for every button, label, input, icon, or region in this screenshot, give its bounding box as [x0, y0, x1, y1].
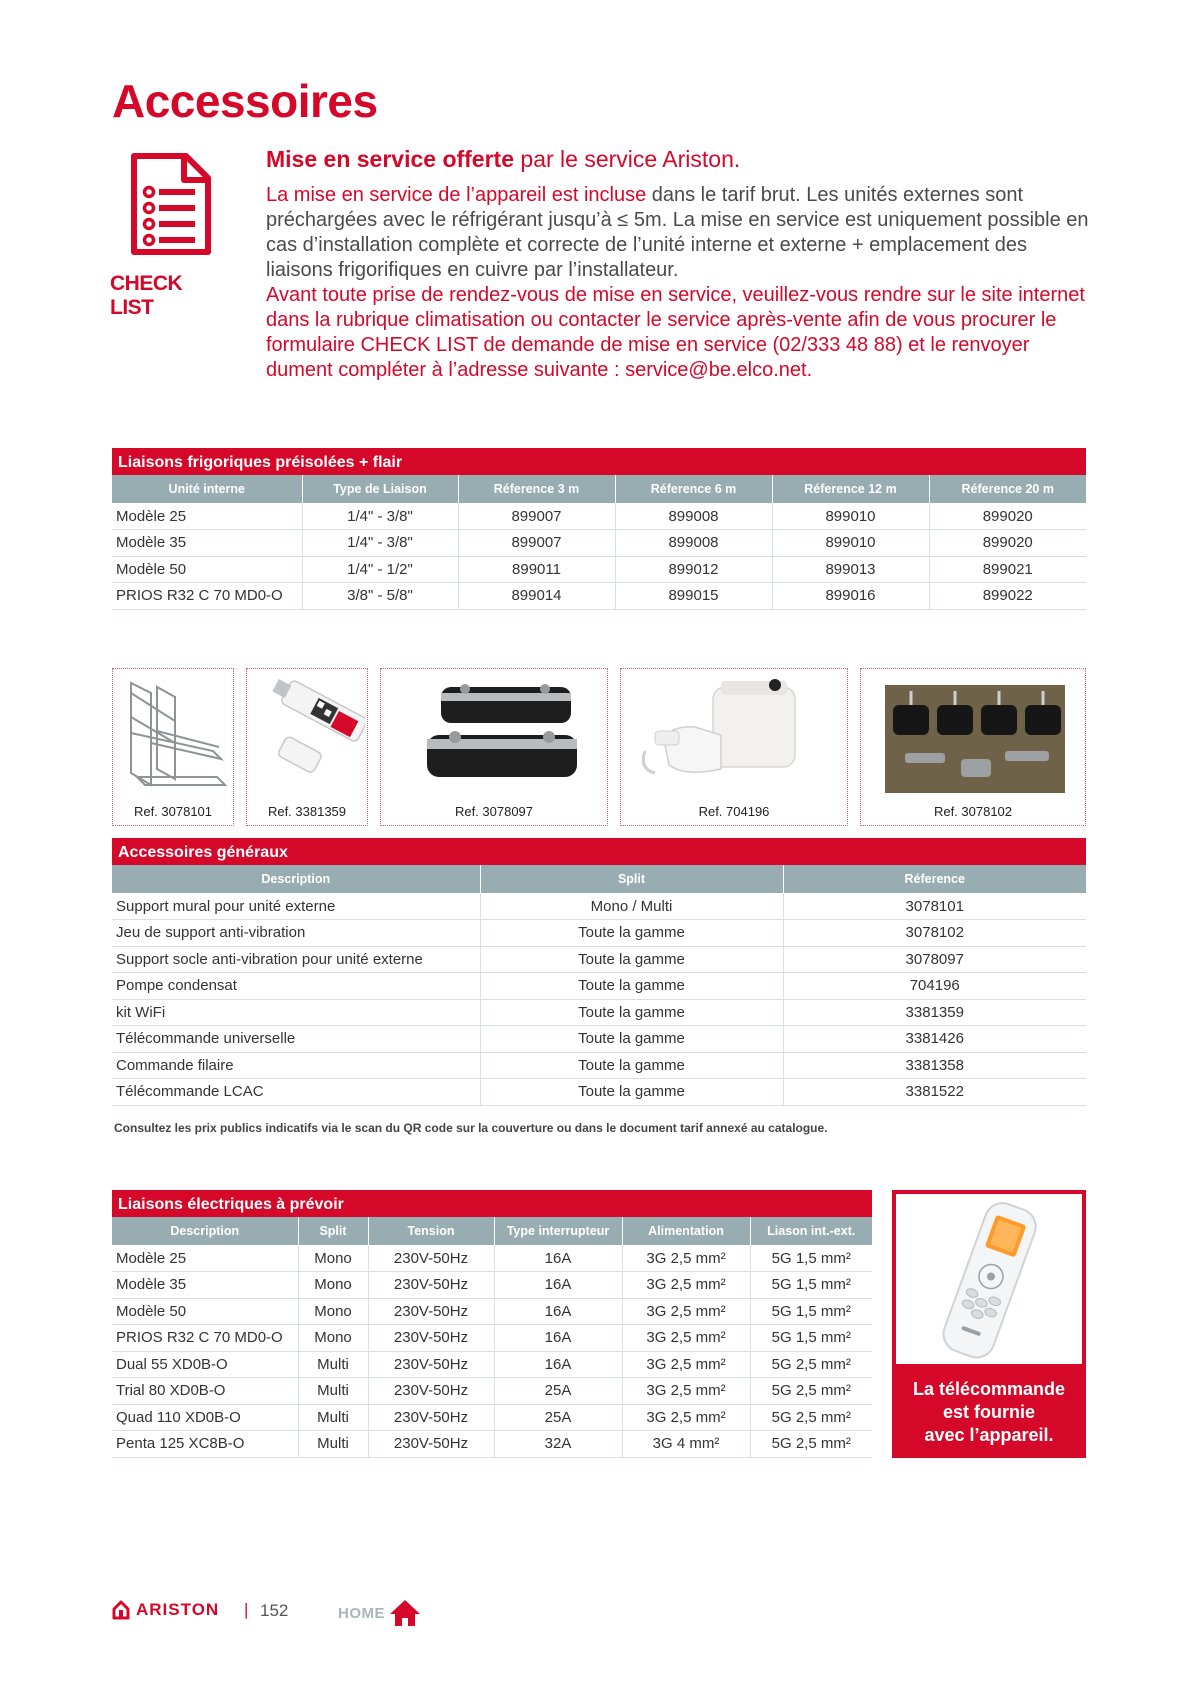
table-cell: 3G 2,5 mm² — [622, 1325, 750, 1352]
table-cell: 16A — [494, 1272, 622, 1299]
gallery-ref: Ref. 704196 — [698, 804, 770, 819]
table-row — [112, 1079, 1086, 1106]
table-row — [112, 1026, 1086, 1053]
remote-photo — [896, 1194, 1082, 1364]
table-cell: Télécommande universelle — [112, 1026, 480, 1053]
column-header: Réference — [783, 865, 1086, 893]
table-cell: Quad 110 XD0B-O — [112, 1404, 298, 1431]
document-list-icon — [128, 152, 212, 258]
intro-heading-bold: Mise en service offerte — [266, 146, 515, 172]
table-cell: 5G 2,5 mm² — [750, 1378, 872, 1405]
checklist-label: CHECK LIST — [110, 272, 183, 319]
table-cell: 899013 — [772, 556, 929, 583]
table-cell: 5G 2,5 mm² — [750, 1404, 872, 1431]
remote-caption-line: avec l’appareil. — [924, 1425, 1054, 1445]
table-cell: kit WiFi — [112, 999, 480, 1026]
accessoires-section — [112, 838, 1086, 1106]
gallery-item — [380, 668, 608, 826]
table-row — [112, 1351, 872, 1378]
table-cell: 3078097 — [783, 946, 1086, 973]
table-row — [112, 556, 1086, 583]
table-cell: 32A — [494, 1431, 622, 1458]
table-cell: 704196 — [783, 973, 1086, 1000]
intro-heading-rest: par le service Ariston. — [514, 146, 741, 172]
table-cell: 899012 — [615, 556, 772, 583]
gallery-ref: Ref. 3078102 — [933, 804, 1013, 819]
gallery-item — [860, 668, 1086, 826]
table-cell: Mono — [298, 1325, 368, 1352]
table-cell: PRIOS R32 C 70 MD0-O — [112, 1325, 298, 1352]
gallery-ref: Ref. 3078097 — [454, 804, 534, 819]
table-cell: 899022 — [929, 583, 1086, 610]
table-cell: Trial 80 XD0B-O — [112, 1378, 298, 1405]
table-cell: 899008 — [615, 503, 772, 530]
table-cell: 899016 — [772, 583, 929, 610]
table-cell: 5G 2,5 mm² — [750, 1351, 872, 1378]
table-cell: 899008 — [615, 530, 772, 557]
table-cell: 16A — [494, 1325, 622, 1352]
table-cell: Jeu de support anti-vibration — [112, 920, 480, 947]
table-cell: Toute la gamme — [480, 973, 783, 1000]
anti-vibration-base-icon — [385, 673, 605, 793]
intro-body — [266, 183, 1096, 283]
home-icon[interactable] — [389, 1598, 421, 1628]
remote-panel — [892, 1190, 1086, 1458]
table-row — [112, 920, 1086, 947]
table-cell: 899010 — [772, 503, 929, 530]
table-cell: Multi — [298, 1404, 368, 1431]
table-cell: Télécommande LCAC — [112, 1079, 480, 1106]
table-cell: 230V-50Hz — [368, 1431, 494, 1458]
table-row — [112, 1052, 1086, 1079]
table-cell: 25A — [494, 1378, 622, 1405]
page-number: 152 — [260, 1601, 289, 1620]
anti-vibration-feet-icon — [865, 673, 1083, 793]
table-cell: 5G 1,5 mm² — [750, 1325, 872, 1352]
table-cell: 3/8" - 5/8" — [302, 583, 458, 610]
table-cell: Modèle 50 — [112, 1298, 298, 1325]
gallery-ref: Ref. 3078101 — [133, 804, 213, 819]
table-row — [112, 1245, 872, 1272]
table-cell: 1/4" - 1/2" — [302, 556, 458, 583]
table-cell: Toute la gamme — [480, 1052, 783, 1079]
liaisons-elec-title: Liaisons électriques à prévoir — [112, 1190, 872, 1217]
table-cell: Toute la gamme — [480, 946, 783, 973]
table-cell: 899010 — [772, 530, 929, 557]
column-header: Type interrupteur — [494, 1217, 622, 1245]
table-cell: 3G 2,5 mm² — [622, 1245, 750, 1272]
intro-notice: Avant toute prise de rendez-vous de mise en service, veuillez-vous rendre sur le site internet dans la rubrique climatisation ou contacter le service après-vente afin de vous procurer le formulaire CHECK LIST de demande de mise en service (02/333 48 88) et le renvoyer dument compléter à l’adresse suivante : service@be.elco.net. — [266, 284, 1085, 381]
ariston-wordmark: ARISTON — [136, 1600, 220, 1619]
table-cell: Modèle 50 — [112, 556, 302, 583]
table-cell: 3381359 — [783, 999, 1086, 1026]
home-link[interactable] — [338, 1598, 421, 1628]
table-cell: 3G 2,5 mm² — [622, 1404, 750, 1431]
table-cell: 899007 — [458, 503, 615, 530]
table-cell: Modèle 25 — [112, 1245, 298, 1272]
table-row — [112, 1404, 872, 1431]
table-cell: 899011 — [458, 556, 615, 583]
table-row — [112, 973, 1086, 1000]
table-cell: 16A — [494, 1298, 622, 1325]
accessory-gallery — [112, 668, 1086, 826]
table-cell: Commande filaire — [112, 1052, 480, 1079]
table-row — [112, 1378, 872, 1405]
table-cell: 230V-50Hz — [368, 1298, 494, 1325]
gallery-item — [620, 668, 848, 826]
table-cell: 899021 — [929, 556, 1086, 583]
table-cell: Support mural pour unité externe — [112, 893, 480, 920]
table-cell: Pompe condensat — [112, 973, 480, 1000]
remote-caption-line: est fournie — [942, 1402, 1035, 1422]
table-cell: 3078101 — [783, 893, 1086, 920]
intro-body-rest: dans le tarif brut. Les unités externes sont préchargées avec le réfrigérant jusqu’à ≤ 5m. La mise en service est uniquement possible en cas d’installation complète et correcte de l’unité interne et externe + emplacement des liaisons frigorifiques en cuivre par l’installateur. — [266, 184, 1089, 281]
remote-caption — [892, 1378, 1086, 1447]
column-header: Split — [298, 1217, 368, 1245]
table-cell: Toute la gamme — [480, 999, 783, 1026]
table-row — [112, 1272, 872, 1299]
table-cell: Modèle 35 — [112, 1272, 298, 1299]
table-cell: 1/4" - 3/8" — [302, 503, 458, 530]
table-row — [112, 1325, 872, 1352]
table-cell: 899007 — [458, 530, 615, 557]
column-header: Réference 3 m — [458, 475, 615, 503]
table-cell: 899015 — [615, 583, 772, 610]
footer — [112, 1598, 512, 1628]
ariston-logo[interactable] — [112, 1600, 219, 1620]
ariston-house-icon — [112, 1600, 130, 1620]
table-row — [112, 999, 1086, 1026]
wall-bracket-icon — [117, 673, 231, 793]
table-cell: Support socle anti-vibration pour unité externe — [112, 946, 480, 973]
column-header: Description — [112, 1217, 298, 1245]
column-header: Alimentation — [622, 1217, 750, 1245]
table-cell: Multi — [298, 1351, 368, 1378]
column-header: Liason int.-ext. — [750, 1217, 872, 1245]
table-cell: 230V-50Hz — [368, 1378, 494, 1405]
gallery-item — [112, 668, 234, 826]
table-cell: 899014 — [458, 583, 615, 610]
table-row — [112, 893, 1086, 920]
wifi-kit-icon — [251, 673, 365, 793]
table-cell: 5G 2,5 mm² — [750, 1431, 872, 1458]
column-header: Unité interne — [112, 475, 302, 503]
condensate-pump-icon — [625, 673, 845, 793]
intro-block — [266, 146, 1096, 383]
gallery-item — [246, 668, 368, 826]
table-cell: 3G 2,5 mm² — [622, 1298, 750, 1325]
table-cell: 3381522 — [783, 1079, 1086, 1106]
column-header: Réference 6 m — [615, 475, 772, 503]
table-cell: 230V-50Hz — [368, 1245, 494, 1272]
table-cell: 5G 1,5 mm² — [750, 1245, 872, 1272]
table-cell: Mono / Multi — [480, 893, 783, 920]
accessoires-title: Accessoires généraux — [112, 838, 1086, 865]
table-cell: Penta 125 XC8B-O — [112, 1431, 298, 1458]
table-cell: 3G 2,5 mm² — [622, 1378, 750, 1405]
table-cell: 3G 2,5 mm² — [622, 1351, 750, 1378]
table-cell: 1/4" - 3/8" — [302, 530, 458, 557]
page-title: Accessoires — [112, 75, 378, 127]
table-cell: Multi — [298, 1431, 368, 1458]
column-header: Réference 12 m — [772, 475, 929, 503]
table-row — [112, 530, 1086, 557]
home-label: HOME — [338, 1604, 385, 1622]
table-cell: 3381426 — [783, 1026, 1086, 1053]
column-header: Réference 20 m — [929, 475, 1086, 503]
table-cell: 16A — [494, 1351, 622, 1378]
table-cell: Modèle 35 — [112, 530, 302, 557]
table-cell: Toute la gamme — [480, 1079, 783, 1106]
table-cell: Dual 55 XD0B-O — [112, 1351, 298, 1378]
column-header: Type de Liaison — [302, 475, 458, 503]
table-cell: 899020 — [929, 530, 1086, 557]
remote-control-icon — [896, 1194, 1082, 1364]
table-row — [112, 1431, 872, 1458]
table-cell: 899020 — [929, 503, 1086, 530]
table-cell: 16A — [494, 1245, 622, 1272]
table-cell: Toute la gamme — [480, 920, 783, 947]
intro-body-highlight: La mise en service de l’appareil est incluse — [266, 184, 647, 206]
gallery-ref: Ref. 3381359 — [267, 804, 347, 819]
table-cell: 25A — [494, 1404, 622, 1431]
table-row — [112, 583, 1086, 610]
table-cell: 230V-50Hz — [368, 1272, 494, 1299]
table-cell: PRIOS R32 C 70 MD0-O — [112, 583, 302, 610]
table-cell: Mono — [298, 1298, 368, 1325]
table-row — [112, 946, 1086, 973]
column-header: Description — [112, 865, 480, 893]
liaisons-elec-table — [112, 1217, 872, 1458]
table-cell: 3G 2,5 mm² — [622, 1272, 750, 1299]
column-header: Tension — [368, 1217, 494, 1245]
table-row — [112, 503, 1086, 530]
table-cell: 3G 4 mm² — [622, 1431, 750, 1458]
table-cell: 230V-50Hz — [368, 1351, 494, 1378]
table-cell: Toute la gamme — [480, 1026, 783, 1053]
liaisons-frigo-title: Liaisons frigoriques préisolées + flair — [112, 448, 1086, 475]
table-cell: 5G 1,5 mm² — [750, 1272, 872, 1299]
intro-heading — [266, 146, 1096, 173]
liaisons-frigo-section — [112, 448, 1086, 610]
table-cell: Mono — [298, 1245, 368, 1272]
footer-separator: | — [244, 1600, 249, 1619]
table-cell: Modèle 25 — [112, 503, 302, 530]
accessoires-table — [112, 865, 1086, 1106]
table-cell: Mono — [298, 1272, 368, 1299]
remote-caption-line: La télécommande — [912, 1379, 1066, 1399]
table-row — [112, 1298, 872, 1325]
table-cell: 230V-50Hz — [368, 1325, 494, 1352]
footnote: Consultez les prix publics indicatifs via le scan du QR code sur la couverture ou dans le document tarif annexé au catalogue. — [114, 1121, 828, 1135]
column-header: Split — [480, 865, 783, 893]
table-cell: 5G 1,5 mm² — [750, 1298, 872, 1325]
table-cell: Multi — [298, 1378, 368, 1405]
table-cell: 3078102 — [783, 920, 1086, 947]
liaisons-frigo-table — [112, 475, 1086, 610]
table-cell: 3381358 — [783, 1052, 1086, 1079]
liaisons-elec-section — [112, 1190, 872, 1458]
table-cell: 230V-50Hz — [368, 1404, 494, 1431]
